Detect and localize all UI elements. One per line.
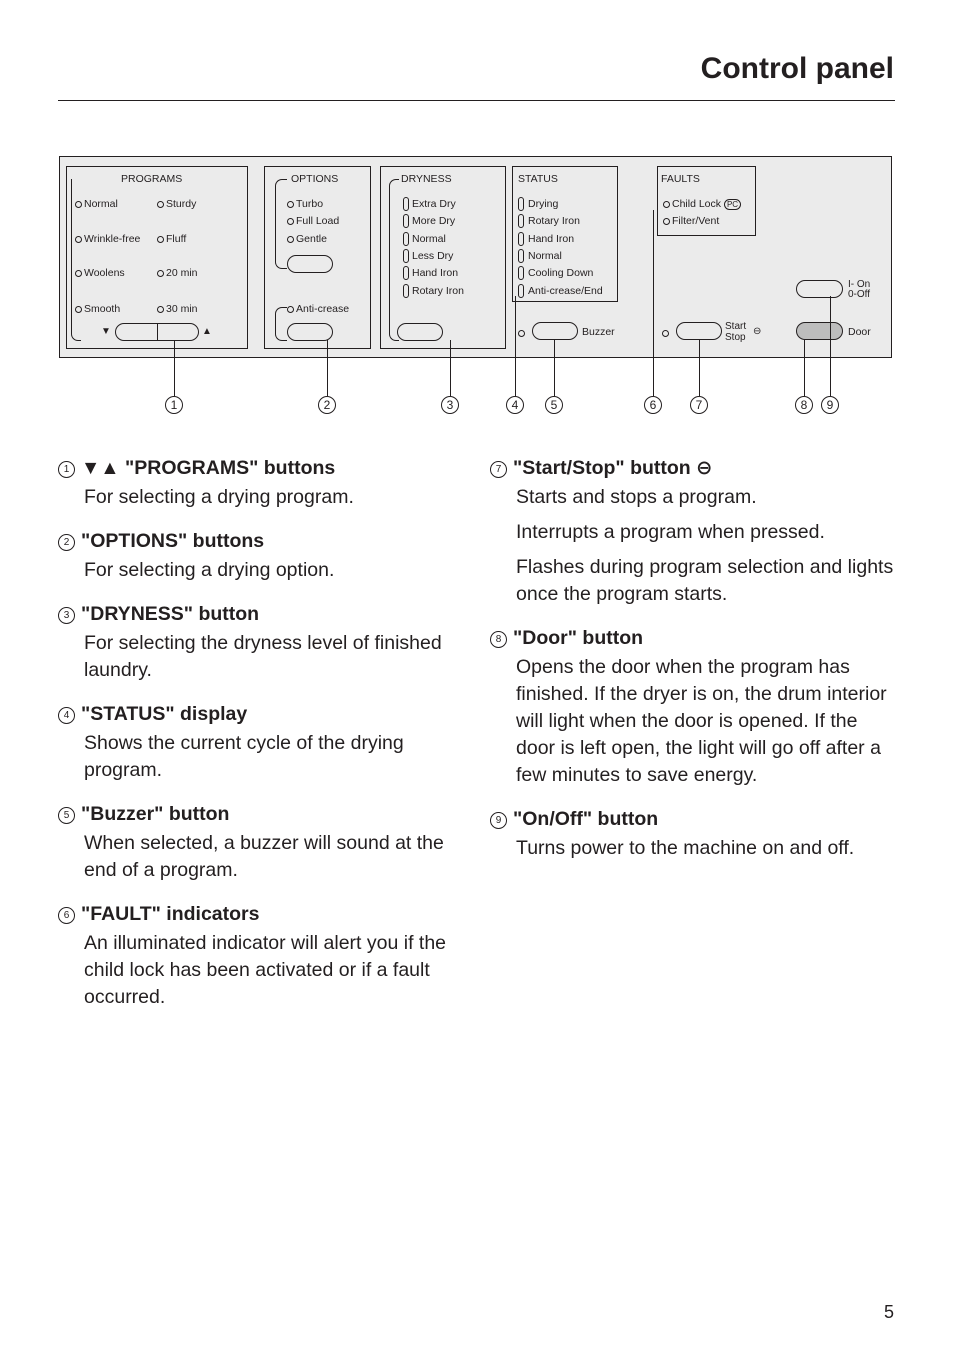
program-woolens: Woolens: [75, 267, 125, 279]
led-icon: [157, 201, 164, 208]
dryness-rotary-iron: Rotary Iron: [412, 285, 464, 297]
title-divider: [58, 100, 895, 101]
dryness-normal: Normal: [412, 233, 446, 245]
program-fluff: Fluff: [157, 233, 186, 245]
status-cooling-down: Cooling Down: [528, 267, 594, 279]
item-programs: [58, 452, 468, 511]
status-indicator: [518, 266, 524, 280]
led-icon: [663, 218, 670, 225]
item-number: 7: [490, 461, 507, 478]
item-heading: 3 "DRYNESS" button: [58, 598, 468, 630]
start-stop-button[interactable]: [676, 322, 722, 340]
dryness-extra-dry: Extra Dry: [412, 198, 456, 210]
led-icon: [662, 330, 669, 337]
dryness-indicator: [403, 284, 409, 298]
programs-bracket: [71, 179, 81, 341]
down-arrow-icon: ▼: [101, 326, 111, 337]
item-heading: 2 "OPTIONS" buttons: [58, 525, 468, 557]
start-label: Start: [725, 321, 747, 332]
callout-5: 5: [545, 396, 563, 414]
faults-heading: FAULTS: [661, 173, 700, 185]
item-description: Starts and stops a program.: [516, 486, 757, 508]
item-heading: 6 "FAULT" indicators: [58, 898, 468, 930]
status-anticrease-end: Anti-crease/End: [528, 285, 603, 297]
callout-line-8: [804, 340, 805, 396]
item-number: 2: [58, 534, 75, 551]
fault-child-lock: Child Lock PC: [663, 198, 741, 210]
status-rotary-iron: Rotary Iron: [528, 215, 580, 227]
dryness-button[interactable]: [397, 323, 443, 341]
item-number: 5: [58, 807, 75, 824]
item-number: 8: [490, 631, 507, 648]
callout-2: 2: [318, 396, 336, 414]
led-icon: [663, 201, 670, 208]
callout-1: 1: [165, 396, 183, 414]
fault-filter-vent: Filter/Vent: [663, 215, 719, 227]
start-stop-symbol-icon: ⊖: [753, 326, 762, 337]
off-label: 0-Off: [848, 289, 871, 300]
item-description: For selecting a drying program.: [84, 486, 354, 508]
option-gentle: Gentle: [287, 233, 327, 245]
item-heading: 7 "Start/Stop" button ⊖: [490, 452, 900, 484]
status-indicator: [518, 284, 524, 298]
callout-line-9: [830, 296, 831, 396]
callout-3: 3: [441, 396, 459, 414]
item-heading: 4 "STATUS" display: [58, 698, 468, 730]
dryness-more-dry: More Dry: [412, 215, 456, 227]
item-heading: 5 "Buzzer" button: [58, 798, 468, 830]
led-icon: [157, 306, 164, 313]
status-group: [512, 166, 618, 302]
pc-badge-icon: PC: [724, 199, 741, 210]
item-number: 1: [58, 461, 75, 478]
item-number: 3: [58, 607, 75, 624]
on-off-button[interactable]: [796, 280, 843, 298]
status-indicator: [518, 232, 524, 246]
callout-7: 7: [690, 396, 708, 414]
stop-label: Stop: [725, 332, 746, 343]
program-wrinkle-free: Wrinkle-free: [75, 233, 140, 245]
callout-line-7: [699, 340, 700, 396]
dryness-hand-iron: Hand Iron: [412, 267, 459, 279]
program-sturdy: Sturdy: [157, 198, 196, 210]
item-start-stop: [490, 452, 900, 608]
callout-line-5: [554, 340, 555, 396]
callout-line-2: [327, 340, 328, 396]
options-bracket: [275, 179, 287, 269]
dryness-indicator: [403, 249, 409, 263]
item-description: Opens the door when the program has finished. If the dryer is on, the drum interior will light when the door is opened. If the door is left open, the light will go off after a few minutes to save energy.: [516, 656, 887, 786]
led-icon: [287, 201, 294, 208]
led-icon: [157, 236, 164, 243]
right-column: [490, 452, 900, 876]
status-indicator: [518, 197, 524, 211]
status-indicator: [518, 214, 524, 228]
status-normal: Normal: [528, 250, 562, 262]
faults-group: [657, 166, 756, 236]
dryness-indicator: [403, 266, 409, 280]
up-arrow-icon: ▲: [202, 326, 212, 337]
callout-9: 9: [821, 396, 839, 414]
item-door: [490, 622, 900, 789]
item-description: Shows the current cycle of the drying program.: [84, 732, 404, 781]
program-30-min: 30 min: [157, 303, 198, 315]
option-anticrease: Anti-crease: [287, 303, 349, 315]
dryness-indicator: [403, 232, 409, 246]
dryness-less-dry: Less Dry: [412, 250, 454, 262]
program-20-min: 20 min: [157, 267, 198, 279]
dryness-group: [380, 166, 506, 349]
callout-8: 8: [795, 396, 813, 414]
item-number: 4: [58, 707, 75, 724]
callout-line-1: [174, 340, 175, 396]
programs-heading: PROGRAMS: [121, 173, 183, 185]
item-heading: 9 "On/Off" button: [490, 803, 900, 835]
callout-6: 6: [644, 396, 662, 414]
on-label: I- On: [848, 279, 871, 290]
led-icon: [287, 306, 294, 313]
dryness-indicator: [403, 214, 409, 228]
item-description: An illuminated indicator will alert you if the child lock has been activated or if a fault occurred.: [84, 932, 447, 1008]
door-button[interactable]: [796, 322, 843, 340]
item-number: 6: [58, 907, 75, 924]
item-description: For selecting the dryness level of finished laundry.: [84, 632, 442, 681]
programs-button-divider: [157, 324, 158, 340]
dryness-heading: DRYNESS: [401, 173, 452, 185]
item-description: Flashes during program selection and lights once the program starts.: [516, 556, 894, 605]
options-group: [264, 166, 371, 349]
dryness-bracket: [389, 179, 399, 341]
callout-line-3: [450, 340, 451, 396]
led-icon: [287, 218, 294, 225]
item-dryness: [58, 598, 468, 684]
page-title: Control panel: [700, 52, 894, 85]
item-on-off: [490, 803, 900, 862]
item-description: Interrupts a program when pressed.: [516, 521, 825, 543]
buzzer-button[interactable]: [532, 322, 578, 340]
page-number: 5: [883, 1302, 894, 1322]
item-description: Turns power to the machine on and off.: [516, 837, 855, 859]
led-icon: [157, 270, 164, 277]
option-full-load: Full Load: [287, 215, 339, 227]
options-button[interactable]: [287, 255, 333, 273]
item-fault: [58, 898, 468, 1011]
option-turbo: Turbo: [287, 198, 323, 210]
anticrease-button[interactable]: [287, 323, 333, 341]
buzzer-label: Buzzer: [582, 326, 615, 338]
item-description: When selected, a buzzer will sound at the end of a program.: [84, 832, 444, 881]
item-options: [58, 525, 468, 584]
item-heading: 1 ▼▲ "PROGRAMS" buttons: [58, 452, 468, 484]
led-icon: [287, 236, 294, 243]
program-normal: Normal: [75, 198, 118, 210]
left-column: [58, 452, 468, 1025]
dryness-indicator: [403, 197, 409, 211]
callout-line-4: [515, 296, 516, 396]
item-buzzer: [58, 798, 468, 884]
program-smooth: Smooth: [75, 303, 120, 315]
item-number: 9: [490, 812, 507, 829]
callout-line-6: [653, 210, 654, 396]
led-icon: [518, 330, 525, 337]
anticrease-bracket: [275, 307, 287, 341]
buzzer-led: [518, 327, 527, 339]
start-stop-led: [662, 327, 671, 339]
status-drying: Drying: [528, 198, 559, 210]
item-description: For selecting a drying option.: [84, 559, 335, 581]
door-label: Door: [848, 326, 871, 338]
item-status: [58, 698, 468, 784]
options-heading: OPTIONS: [291, 173, 339, 185]
status-indicator: [518, 249, 524, 263]
item-heading: 8 "Door" button: [490, 622, 900, 654]
callout-4: 4: [506, 396, 524, 414]
status-hand-iron: Hand Iron: [528, 233, 575, 245]
programs-group: [66, 166, 248, 349]
status-heading: STATUS: [518, 173, 558, 185]
control-panel-diagram: [59, 156, 892, 358]
